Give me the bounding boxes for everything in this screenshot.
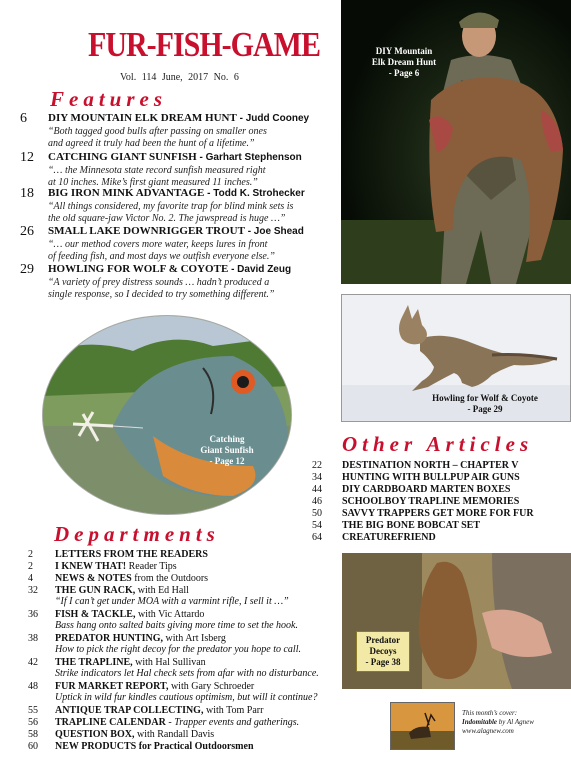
feature-title: CATCHING GIANT SUNFISH - Garhart Stephenson — [48, 151, 302, 163]
feature-quote: “A variety of prey distress sounds … hadn’t produced a single response, so I decided to try something different.” — [48, 277, 275, 300]
feature-page: 6 — [20, 111, 27, 126]
predator-decoy-photo[interactable] — [342, 553, 571, 689]
feature-title: SMALL LAKE DOWNRIGGER TROUT - Joe Shead — [48, 225, 304, 237]
elk-photo-caption: DIY Mountain Elk Dream Hunt - Page 6 — [371, 46, 437, 78]
coyote-photo-caption: Howling for Wolf & Coyote - Page 29 — [432, 393, 538, 414]
other-article-item[interactable]: 46 SCHOOLBOY TRAPLINE MEMORIES — [312, 496, 520, 507]
sunfish-photo-caption: Catching Giant Sunfish - Page 12 — [200, 434, 254, 466]
feature-page: 29 — [20, 262, 34, 277]
issue-info: Vol. 114 June, 2017 No. 6 — [120, 72, 239, 83]
sunfish-illustration — [43, 316, 291, 514]
other-article-item[interactable]: 22 DESTINATION NORTH – CHAPTER V — [312, 460, 519, 471]
feature-quote: “… our method covers more water, keeps lures in front of feeding fish, and most days we outfish everyone else.” — [48, 239, 275, 262]
departments-heading: Departments — [54, 522, 220, 546]
elk-cover-illustration — [391, 703, 454, 749]
cover-thumbnail[interactable] — [390, 702, 455, 750]
magazine-masthead: FUR-FISH-GAME — [88, 26, 320, 64]
elk-hunt-photo[interactable] — [341, 0, 571, 284]
feature-title: BIG IRON MINK ADVANTAGE - Todd K. Strohecker — [48, 187, 305, 199]
sunfish-photo[interactable] — [42, 315, 292, 515]
feature-quote: “Both tagged good bulls after passing on smaller ones and agreed it truly had been the hunt of a lifetime.” — [48, 126, 267, 149]
features-heading: Features — [50, 87, 168, 111]
feature-page: 18 — [20, 186, 34, 201]
elk-hunter-illustration — [341, 0, 571, 284]
feature-title: HOWLING FOR WOLF & COYOTE - David Zeug — [48, 263, 292, 275]
feature-quote: “… the Minnesota state record sunfish measured right at 10 inches. Mike’s first giant measured 11 inches.” — [48, 165, 266, 188]
feature-quote: “All things considered, my favorite trap for blind mink sets is the old square-jaw Victor No. 2. The jawspread is huge …” — [48, 201, 294, 224]
decoy-photo-caption: Predator Decoys - Page 38 — [356, 631, 410, 672]
other-article-item[interactable]: 64 CREATUREFRIEND — [312, 532, 436, 543]
feature-page: 12 — [20, 150, 34, 165]
other-article-item[interactable]: 50 SAVVY TRAPPERS GET MORE FOR FUR — [312, 508, 534, 519]
other-article-item[interactable]: 34 HUNTING WITH BULLPUP AIR GUNS — [312, 472, 520, 483]
coyote-photo[interactable] — [341, 294, 571, 422]
other-article-item[interactable]: 44 DIY CARDBOARD MARTEN BOXES — [312, 484, 511, 495]
other-articles-heading: Other Articles — [342, 432, 534, 456]
feature-title: DIY MOUNTAIN ELK DREAM HUNT - Judd Cooney — [48, 112, 310, 124]
feature-page: 26 — [20, 224, 34, 239]
cover-credit: This month’s cover: Indomitable by Al Agnew www.alagnew.com — [462, 709, 534, 735]
other-article-item[interactable]: 54 THE BIG BONE BOBCAT SET — [312, 520, 481, 531]
